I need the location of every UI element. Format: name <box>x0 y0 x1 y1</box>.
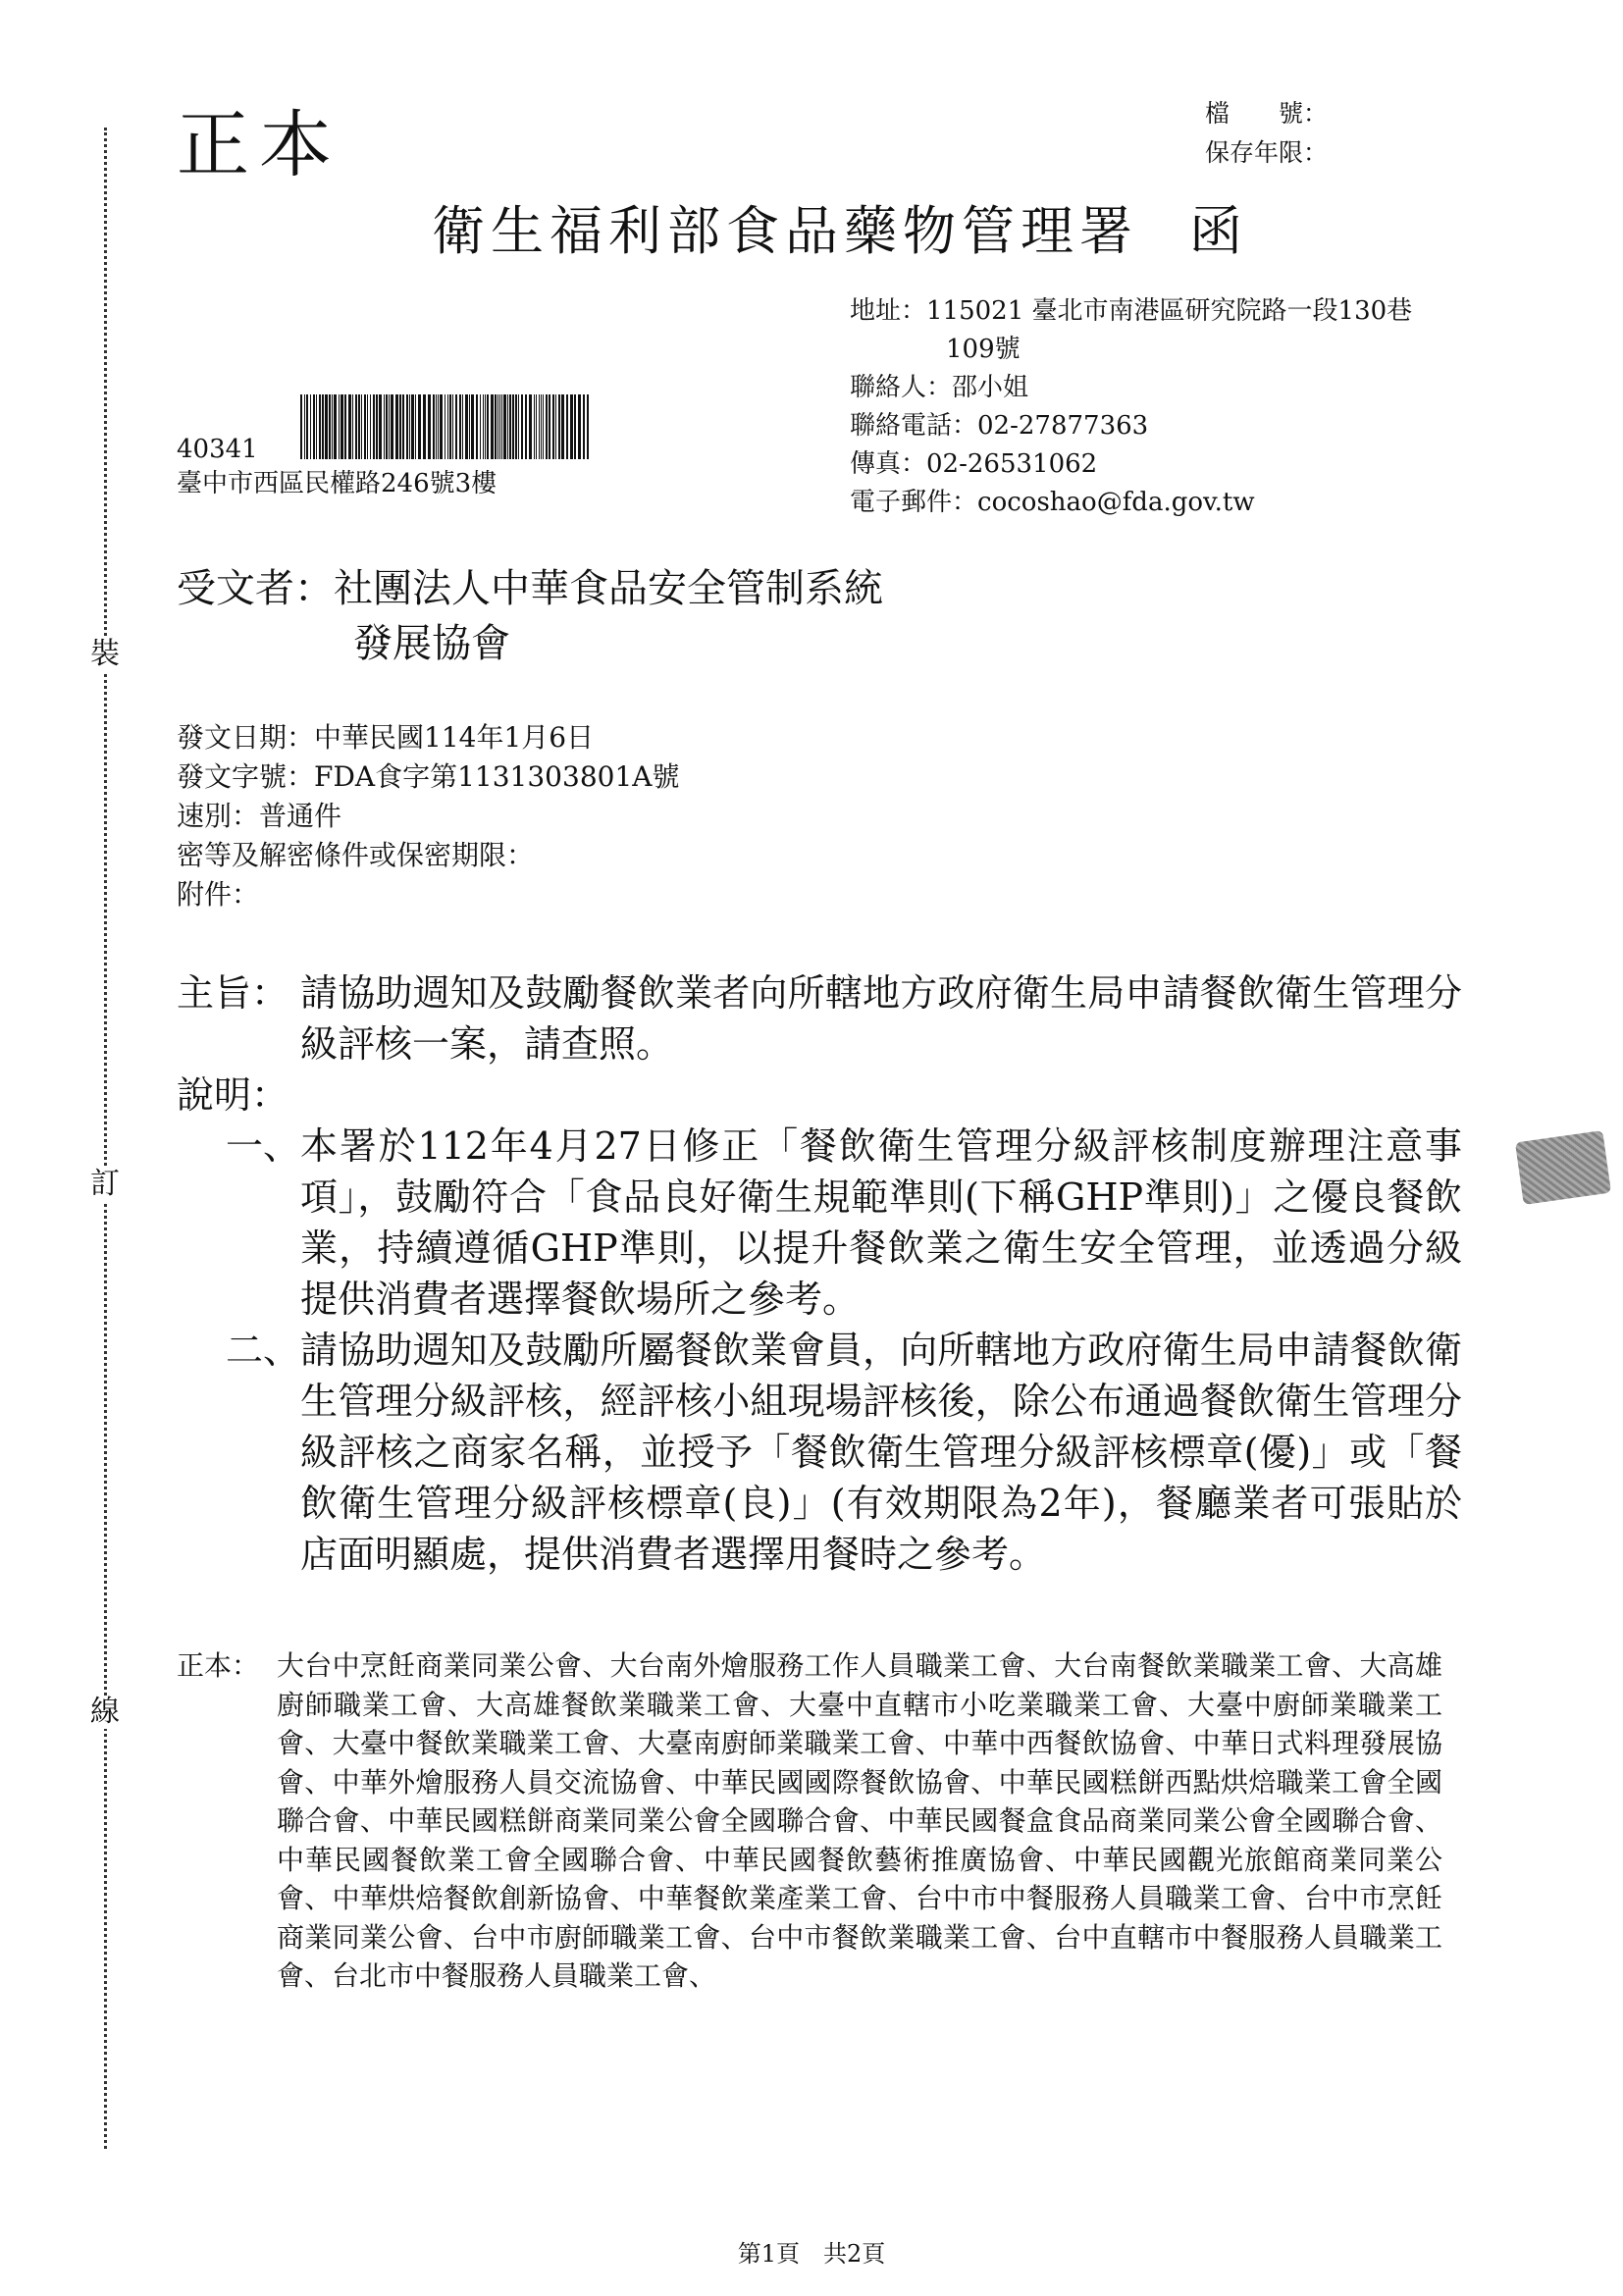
fax-value: 02-26531062 <box>926 449 1098 479</box>
address-label: 地址： <box>850 296 927 326</box>
doc-number-row <box>177 757 679 797</box>
cc-label: 正本： <box>177 1649 260 1682</box>
recipient-zip: 40341 <box>177 435 258 464</box>
recipient-line1-row <box>177 561 883 616</box>
contact-label: 聯絡人： <box>850 373 953 402</box>
doc-number-value: FDA食字第1131303801A號 <box>314 760 680 793</box>
date-label: 發文日期： <box>177 721 315 754</box>
binding-margin-line <box>104 128 107 2149</box>
sender-address-row2 <box>850 331 1412 369</box>
email-label: 電子郵件： <box>850 488 978 517</box>
binding-char-bottom: 線 <box>90 1695 120 1729</box>
date-value: 中華民國114年1月6日 <box>314 721 595 754</box>
date-row <box>177 718 679 757</box>
speed-row <box>177 797 679 836</box>
phone-label: 聯絡電話： <box>850 411 978 441</box>
agency-title: 衛生福利部食品藥物管理署 <box>432 200 1138 262</box>
doc-number-label: 發文字號： <box>177 760 315 793</box>
speed-value: 普通件 <box>259 800 342 832</box>
address-line1: 115021 臺北市南港區研究院路一段130巷 <box>926 296 1413 326</box>
sender-address-row <box>850 292 1412 331</box>
sender-info <box>850 292 1412 522</box>
recipient-name-line2: 發展協會 <box>353 621 510 666</box>
explanation-label: 說明： <box>177 1073 289 1117</box>
contact-row <box>850 369 1412 407</box>
item-text: 本署於112年4月27日修正「餐飲衛生管理分級評核制度辦理注意事項」，鼓勵符合「食品良好衛生規範準則(下稱GHP準則)」之優良餐飲業，持續遵循GHP準則，以提升餐飲業之衛生安全管理，並透過分級提供消費者選擇餐飲場所之參考。 <box>300 1124 1462 1321</box>
fax-label: 傳真： <box>850 449 927 479</box>
recipient-name-line1: 社團法人中華食品安全管制系統 <box>334 566 883 611</box>
item-number: 二、 <box>225 1329 300 1372</box>
address-line2: 109號 <box>946 335 1021 364</box>
email-value: cocoshao@fda.gov.tw <box>977 488 1255 517</box>
document-type: 函 <box>1189 200 1248 262</box>
explanation-item <box>177 1121 1462 1325</box>
secrecy-row <box>177 836 679 875</box>
distribution-list <box>177 1646 1442 1996</box>
seal-stamp-image <box>1515 1130 1611 1205</box>
file-number-field: 檔 號： <box>1205 99 1329 128</box>
cc-recipients: 大台中烹飪商業同業公會、大台南外燴服務工作人員職業工會、大台南餐飲業職業工會、大高雄廚師職業工會、大高雄餐飲業職業工會、大臺中直轄市小吃業職業工會、大臺中廚師業職業工會、大臺中餐飲業職業工會、大臺南廚師業職業工會、中華中西餐飲協會、中華日式料理發展協會、中華外燴服務人員交流協會、中華民國國際餐飲協會、中華民國糕餅西點烘焙職業工會全國聯合會、中華民國糕餅商業同業公會全國聯合會、中華民國餐盒食品商業同業公會全國聯合會、中華民國餐飲業工會全國聯合會、中華民國餐飲藝術推廣協會、中華民國觀光旅館商業同業公會、中華烘焙餐飲創新協會、中華餐飲業產業工會、台中市中餐服務人員職業工會、台中市烹飪商業同業公會、台中市廚師職業工會、台中市餐飲業職業工會、台中直轄市中餐服務人員職業工會、台北市中餐服務人員職業工會、 <box>277 1649 1442 1992</box>
dispatch-meta <box>177 718 679 914</box>
subject-label: 主旨： <box>177 971 289 1015</box>
item-number: 一、 <box>225 1124 300 1168</box>
subject-text: 請協助週知及鼓勵餐飲業者向所轄地方政府衛生局申請餐飲衛生管理分級評核一案，請查照。 <box>300 971 1462 1066</box>
page-number-footer: 第1頁 共2頁 <box>737 2240 886 2268</box>
agency-title-line <box>432 202 1248 261</box>
email-row <box>850 484 1412 522</box>
barcode-image <box>300 394 591 459</box>
item-text: 請協助週知及鼓勵所屬餐飲業會員，向所轄地方政府衛生局申請餐飲衛生管理分級評核，經評核小組現場評核後，除公布通過餐飲衛生管理分級評核之商家名稱，並授予「餐飲衛生管理分級評核標章(優)」或「餐飲衛生管理分級評核標章(良)」(有效期限為2年)，餐廳業者可張貼於店面明顯處，提供消費者選擇用餐時之參考。 <box>300 1329 1462 1576</box>
binding-char-middle: 訂 <box>90 1167 120 1201</box>
phone-value: 02-27877363 <box>977 411 1149 441</box>
retention-field: 保存年限： <box>1205 138 1329 167</box>
recipient-address: 臺中市西區民權路246號3樓 <box>177 469 497 498</box>
archive-info <box>1205 94 1328 173</box>
fax-row <box>850 445 1412 484</box>
recipient-label: 受文者： <box>177 566 334 611</box>
letter-body <box>177 967 1462 1580</box>
speed-label: 速別： <box>177 800 260 832</box>
phone-row <box>850 407 1412 445</box>
subject-section <box>177 967 1462 1070</box>
contact-value: 邵小姐 <box>952 373 1029 402</box>
attachment-label: 附件： <box>177 878 260 911</box>
attachment-row <box>177 875 679 914</box>
binding-char-top: 裝 <box>90 637 120 671</box>
original-copy-label: 正本 <box>177 103 341 187</box>
secrecy-label: 密等及解密條件或保密期限： <box>177 839 535 871</box>
recipient-block <box>177 561 883 671</box>
explanation-item <box>177 1325 1462 1580</box>
